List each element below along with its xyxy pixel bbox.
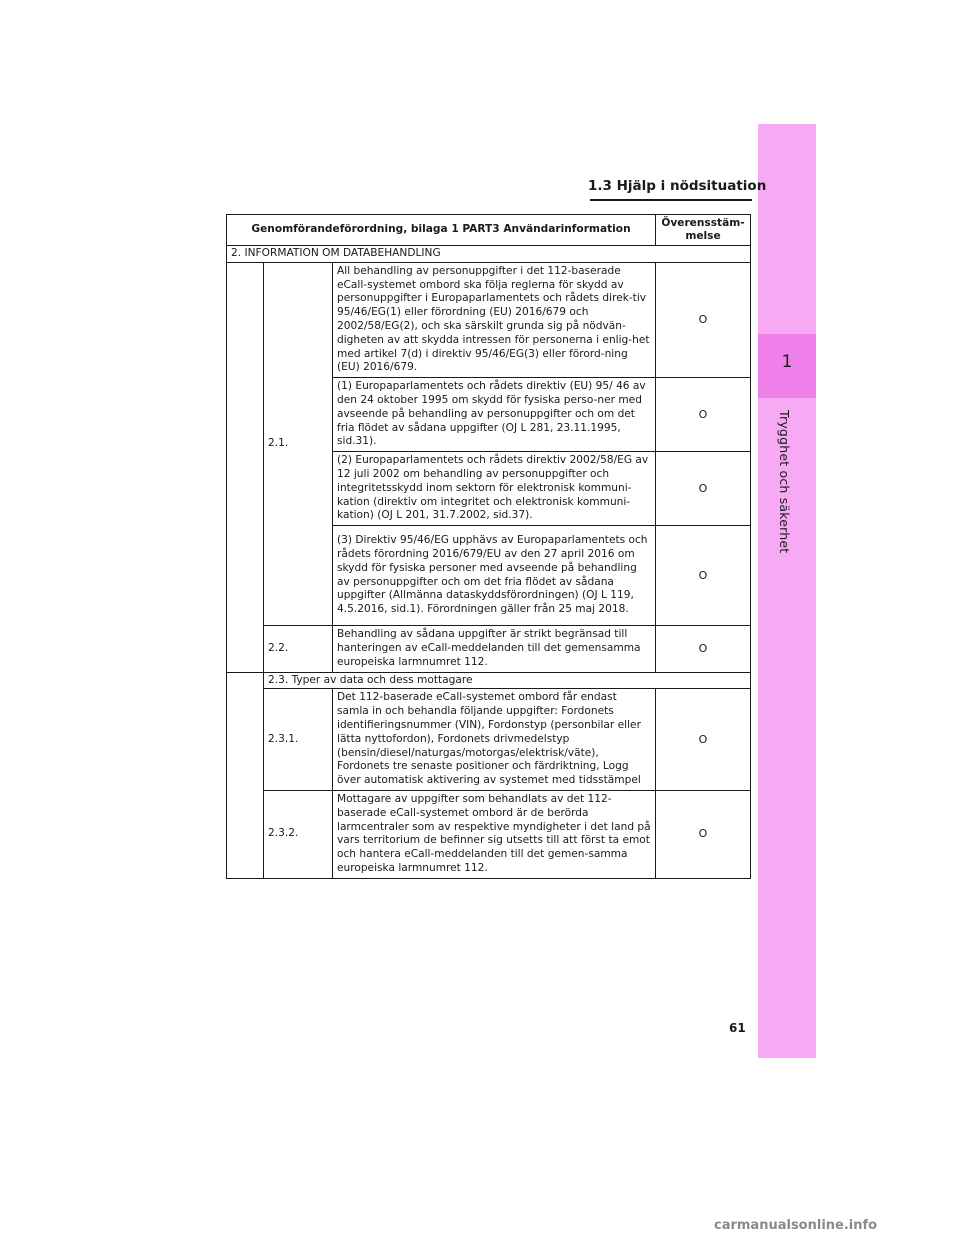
row-text: (3) Direktiv 95/46/EG upphävs av Europaparlamentets och rådets förordning 2016/679/EU av den 27 april 2016 om skydd för fysiska personer med avseende på behandling av personuppgifter och om det fria flödet av sådana uppgifter (Allmänna dataskyddsförordningen) (OJ L 119, 4.5.2016, sid.1). Förordningen gäller från 25 maj 2018. bbox=[333, 526, 656, 626]
table-row bbox=[227, 262, 751, 377]
row-text: (2) Europaparlamentets och rådets direktiv 2002/58/EG av 12 juli 2002 om behandling av personuppgifter och integritetsskydd inom sektorn för elektronisk kommuni-kation (direktiv om integritet och elektronisk kommuni-kation) (OJ L 201, 31.7.2002, sid.37). bbox=[333, 452, 656, 526]
row-text: Behandling av sådana uppgifter är strikt begränsad till hanteringen av eCall-meddelanden till det gemensamma europeiska larmnumret 112. bbox=[333, 626, 656, 672]
indent-cell bbox=[227, 672, 264, 878]
row-number: 2.3.2. bbox=[264, 790, 333, 878]
row-number: 2.1. bbox=[264, 262, 333, 625]
row-number: 2.3.1. bbox=[264, 689, 333, 791]
column-header: Genomförandeförordning, bilaga 1 PART3 Användarinformation bbox=[227, 215, 656, 246]
indent-cell bbox=[227, 262, 264, 672]
subsection-title: 2.3. Typer av data och dess mottagare bbox=[264, 672, 751, 689]
compliance-table bbox=[226, 214, 751, 879]
page-number: 61 bbox=[729, 1021, 746, 1035]
chapter-sidebar bbox=[758, 124, 816, 1058]
table-row bbox=[227, 626, 751, 672]
row-conformity: O bbox=[656, 790, 751, 878]
chapter-title: Trygghet och säkerhet bbox=[777, 410, 792, 554]
table-row bbox=[227, 689, 751, 791]
table-header-row bbox=[227, 215, 751, 246]
row-conformity: O bbox=[656, 526, 751, 626]
table-row bbox=[227, 790, 751, 878]
row-conformity: O bbox=[656, 262, 751, 377]
row-text: All behandling av personuppgifter i det 112-baserade eCall-systemet ombord ska följa reglerna för skydd av personuppgifter i Europaparlamentets och rådets direk-tiv 95/46/EG(1) eller förordning (EU) 2016/679 och 2002/58/EG(2), och ska särskilt grunda sig på nödvän-digheten av att skydda intressen för personerna i enlig-het med artikel 7(d) i direktiv 95/46/EG(3) eller förord-ning (EU) 2016/679. bbox=[333, 262, 656, 377]
row-number: 2.2. bbox=[264, 626, 333, 672]
footer-watermark[interactable]: carmanualsonline.info bbox=[714, 1218, 878, 1233]
row-conformity: O bbox=[656, 378, 751, 452]
row-text: Det 112-baserade eCall-systemet ombord får endast samla in och behandla följande uppgifter: Fordonets identifieringsnummer (VIN), Fordonstyp (personbilar eller lätta nyttofordon), Fordonets drivmedelstyp (bensin/diesel/naturgas/motorgas/elektrisk/väte), Fordonets tre senaste positioner och färdriktning, Logg över automatisk aktivering av systemet med tidsstämpel bbox=[333, 689, 656, 791]
row-conformity: O bbox=[656, 626, 751, 672]
section-title: 2. INFORMATION OM DATABEHANDLING bbox=[227, 246, 751, 263]
header-rule bbox=[590, 199, 752, 201]
conformity-header: Överensstäm- melse bbox=[656, 215, 751, 246]
chapter-number: 1 bbox=[781, 352, 793, 372]
row-text: Mottagare av uppgifter som behandlats av det 112- baserade eCall-systemet ombord är de berörda larmcentraler som av respektive myndigheter i det land på vars territorium de befinner sig utsetts till att först ta emot och hantera eCall-meddelanden till det gemen-samma europeiska larmnumret 112. bbox=[333, 790, 656, 878]
row-conformity: O bbox=[656, 452, 751, 526]
section-row bbox=[227, 246, 751, 263]
subsection-row bbox=[227, 672, 751, 689]
row-text: (1) Europaparlamentets och rådets direktiv (EU) 95/ 46 av den 24 oktober 1995 om skydd för fysiska perso-ner med avseende på behandling av personuppgifter och om det fria flödet av sådana uppgifter (OJ L 281, 23.11.1995, sid.31). bbox=[333, 378, 656, 452]
row-conformity: O bbox=[656, 689, 751, 791]
section-header: 1.3 Hjälp i nödsituation bbox=[588, 178, 767, 194]
